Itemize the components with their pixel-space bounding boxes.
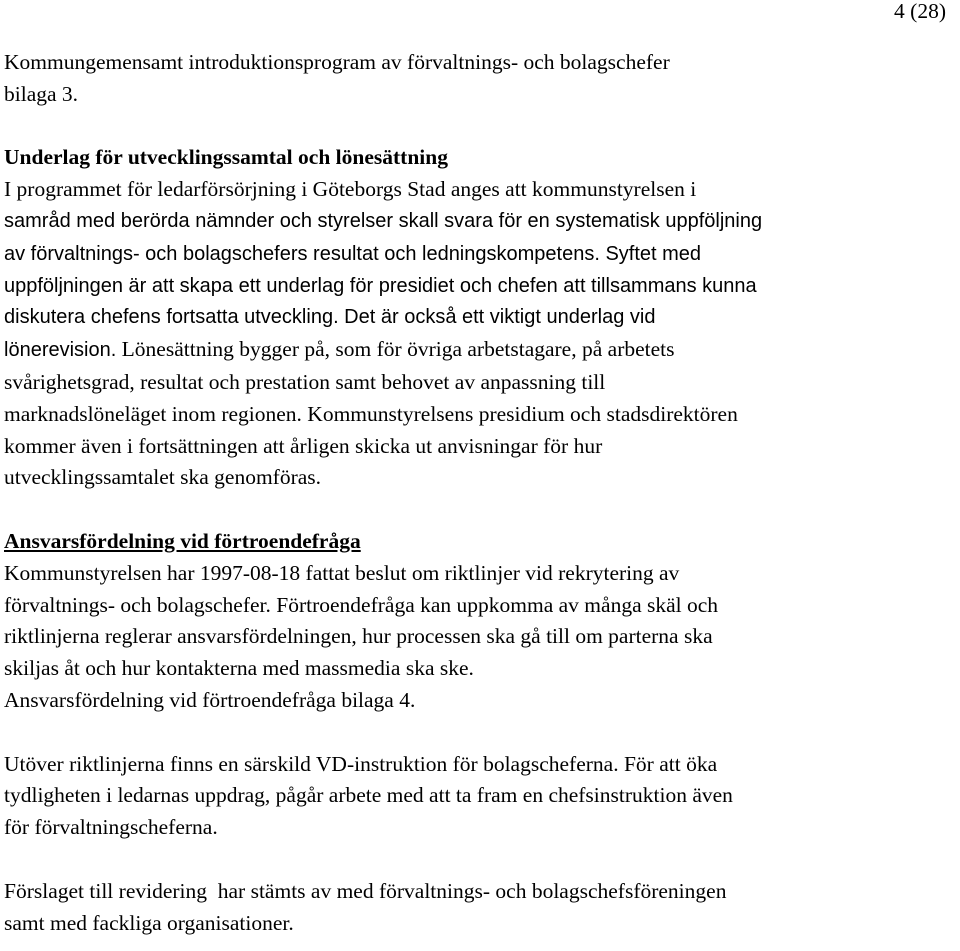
body-line: förvaltnings- och bolagschefer. Förtroendefråga kan uppkomma av många skäl och xyxy=(4,592,719,617)
body-line: marknadslöneläget inom regionen. Kommunstyrelsens presidium och stadsdirektören xyxy=(4,401,738,426)
body-fragment: lönerevision. xyxy=(4,339,117,362)
body-line: för förvaltningscheferna. xyxy=(4,815,218,840)
body-line: svårighetsgrad, resultat och prestation samt behovet av anpassning till xyxy=(4,369,606,394)
section-heading-ansvarsfordelning: Ansvarsfördelning vid förtroendefråga xyxy=(4,528,361,553)
body-line xyxy=(4,334,960,367)
body-line: Ansvarsfördelning vid förtroendefråga bilaga 4. xyxy=(4,687,416,712)
body-line: diskutera chefens fortsatta utveckling. Det är också ett viktigt underlag vid xyxy=(4,306,656,329)
body-line xyxy=(4,238,960,271)
spacer xyxy=(4,494,960,526)
body-line: kommer även i fortsättningen att årligen skicka ut anvisningar för hur xyxy=(4,433,603,458)
body-fragment: Syftet med xyxy=(599,242,702,265)
page-number: 4 (28) xyxy=(894,0,946,23)
body-line: Kommunstyrelsen har 1997-08-18 fattat beslut om riktlinjer vid rekrytering av xyxy=(4,560,680,585)
body-line: I programmet för ledarförsörjning i Göteborgs Stad anges att kommunstyrelsen i xyxy=(4,177,697,202)
spacer xyxy=(4,717,960,749)
intro-line-1: Kommungemensamt introduktionsprogram av förvaltnings- och bolagschefer xyxy=(4,50,670,74)
spacer xyxy=(4,844,960,876)
body-line: samt med fackliga organisationer. xyxy=(4,910,294,935)
section-heading-underlag: Underlag för utvecklingssamtal och lönesättning xyxy=(4,145,448,170)
spacer xyxy=(4,111,960,143)
body-line: tydligheten i ledarnas uppdrag, pågår arbete med att ta fram en chefsinstruktion även xyxy=(4,783,733,808)
document-body xyxy=(4,47,960,939)
body-line: riktlinjerna reglerar ansvarsfördelningen, hur processen ska gå till om parterna ska xyxy=(4,624,713,649)
body-line: Utöver riktlinjerna finns en särskild VD-instruktion för bolagscheferna. För att öka xyxy=(4,751,718,776)
body-line: utvecklingssamtalet ska genomföras. xyxy=(4,465,322,490)
body-line: Förslaget till revidering har stämts av med förvaltnings- och bolagschefsföreningen xyxy=(4,878,727,903)
intro-line-2: bilaga 3. xyxy=(4,81,79,106)
body-line: skiljas åt och hur kontakterna med massmedia ska ske. xyxy=(4,656,474,681)
body-fragment: av förvaltnings- och bolagschefers resultat och ledningskompetens. xyxy=(4,242,600,265)
body-fragment: Lönesättning bygger på, som för övriga arbetstagare, på arbetets xyxy=(116,337,675,362)
body-line: uppföljningen är att skapa ett underlag för presidiet och chefen att tillsammans kunna xyxy=(4,274,757,297)
body-line: samråd med berörda nämnder och styrelser skall svara för en systematisk uppföljning xyxy=(4,209,763,232)
